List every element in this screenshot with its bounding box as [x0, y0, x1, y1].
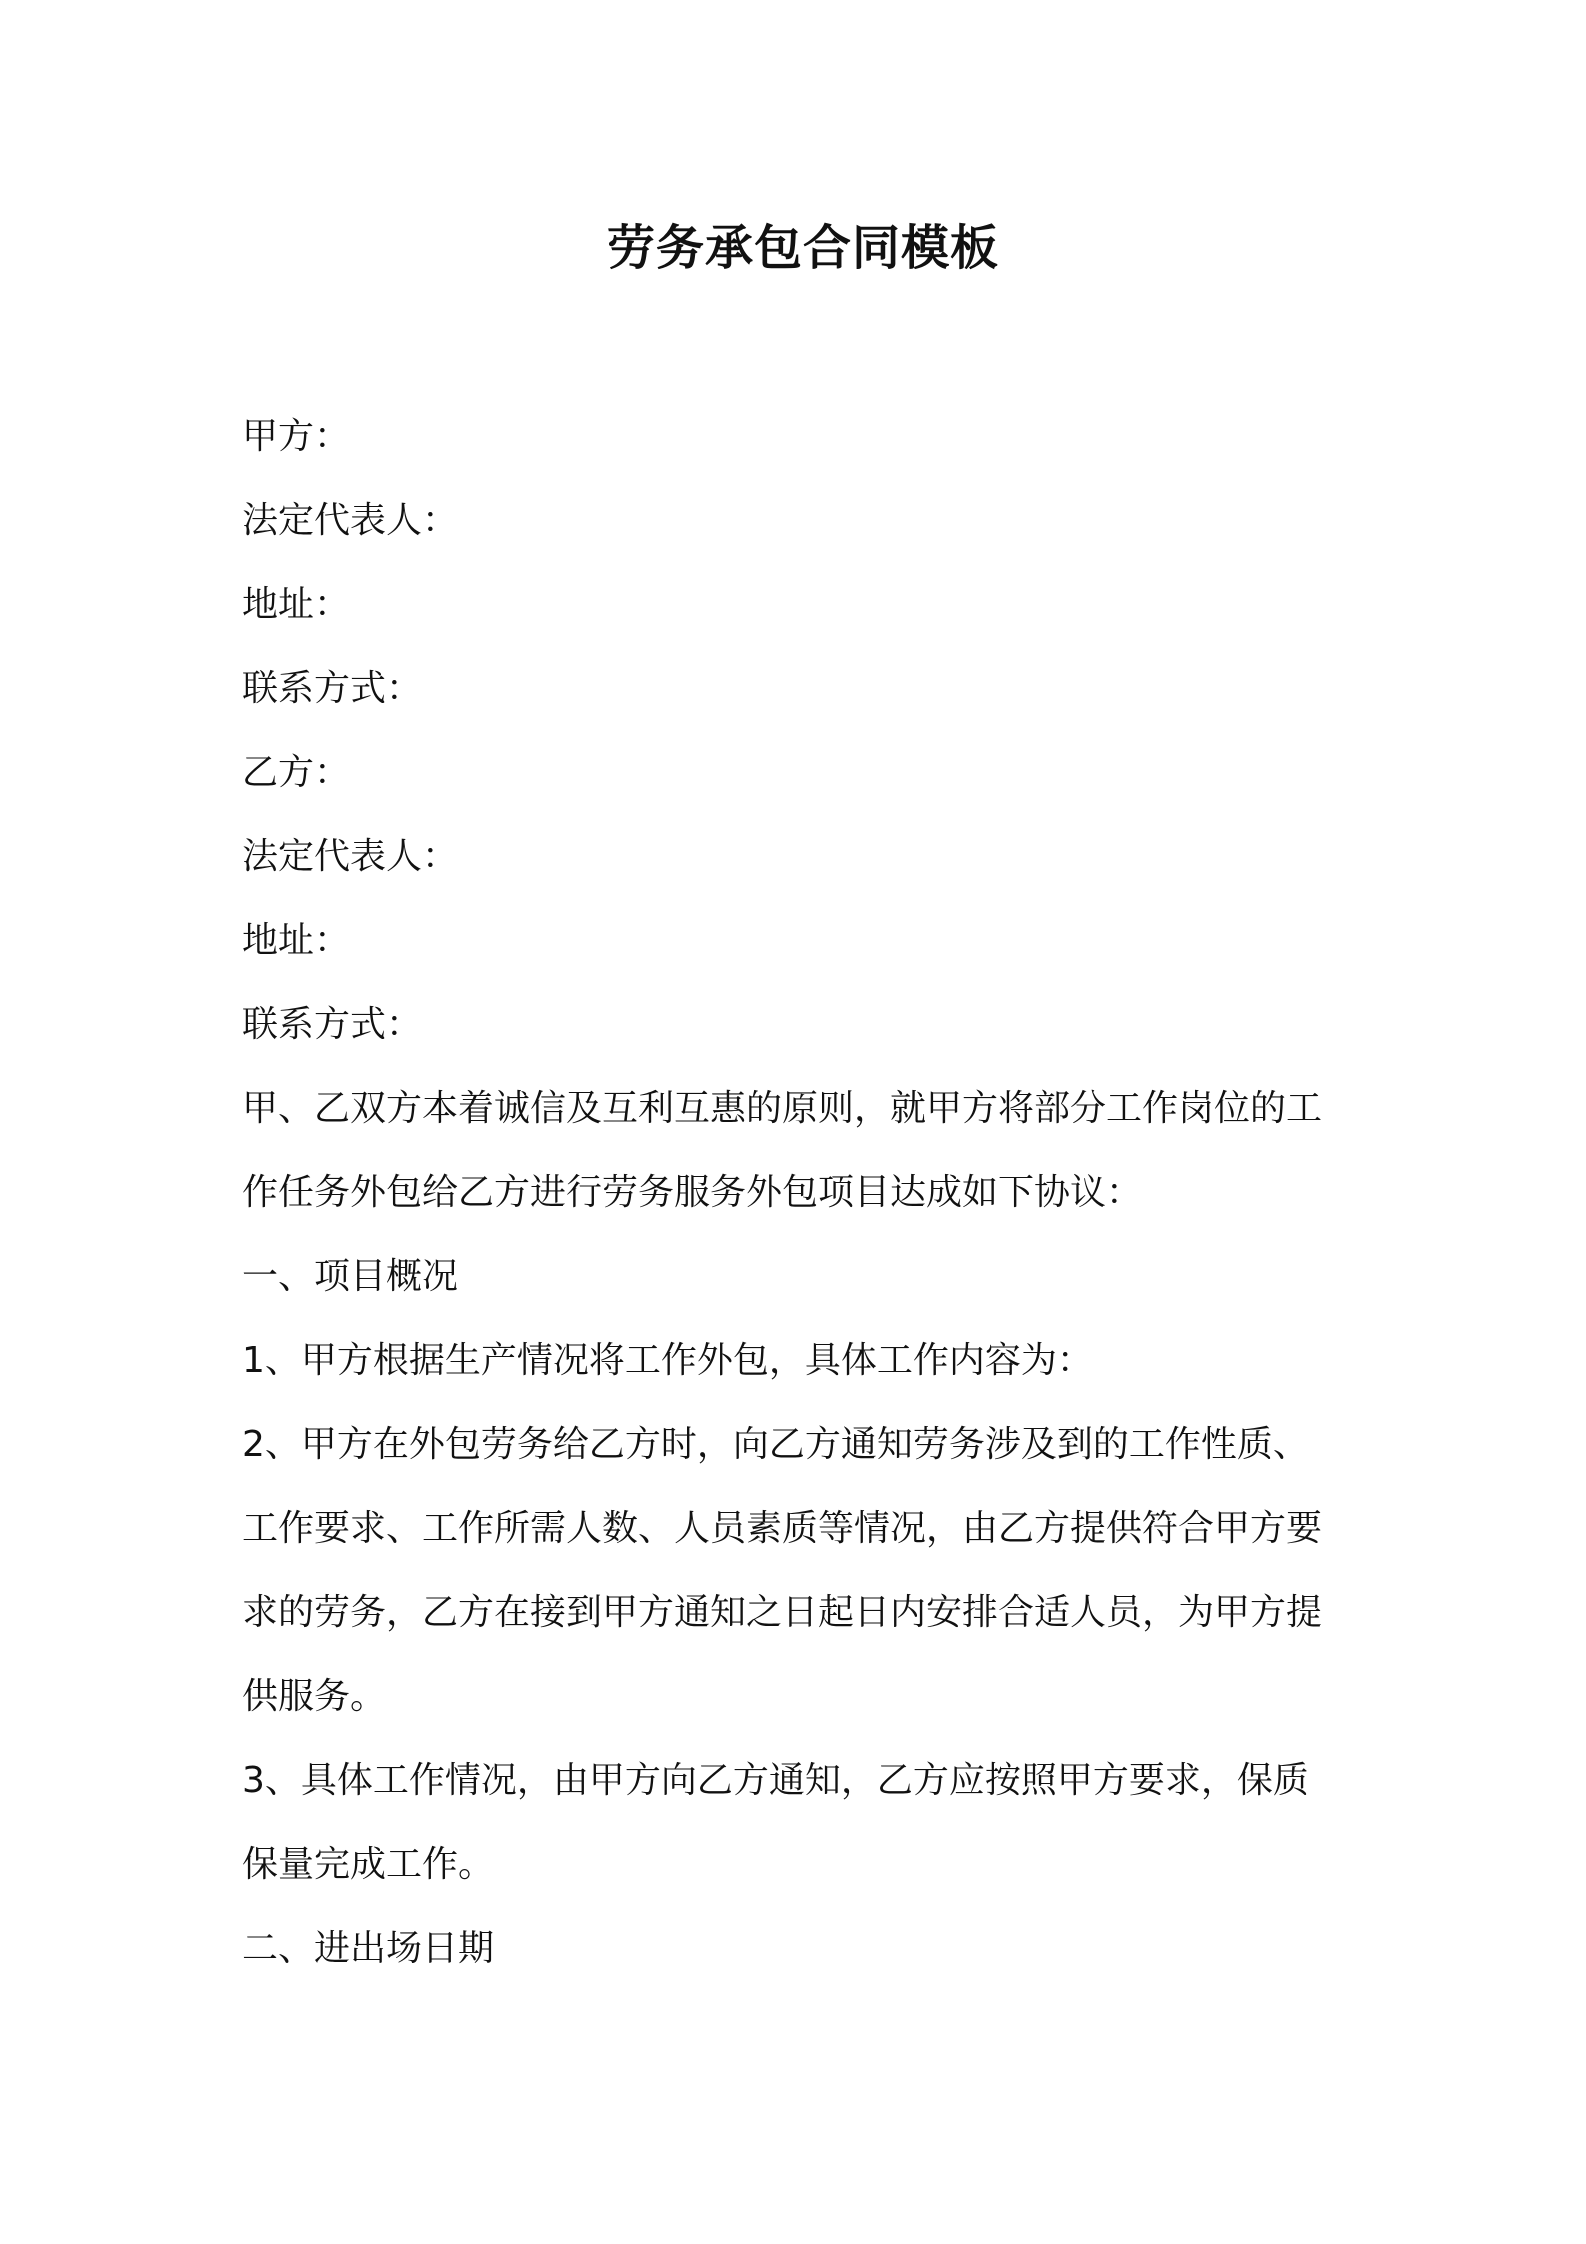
party-a-address-label: 地址： [242, 584, 351, 625]
party-a-contact-label: 联系方式： [242, 668, 423, 709]
document-body [242, 395, 1372, 1991]
clause-line: 求的劳务，乙方在接到甲方通知之日起日内安排合适人员，为甲方提 [242, 1592, 1323, 1633]
section-project-overview [242, 1235, 1372, 1907]
clause-2 [242, 1403, 1372, 1739]
section-heading: 二、进出场日期 [242, 1928, 495, 1969]
preamble-paragraph [242, 1067, 1372, 1235]
party-b-name-label: 乙方： [242, 752, 351, 793]
clause-line: 供服务。 [242, 1676, 387, 1717]
clause-line: 工作要求、工作所需人数、人员素质等情况，由乙方提供符合甲方要 [242, 1508, 1323, 1549]
clause-line: 保量完成工作。 [242, 1844, 495, 1885]
preamble-line: 甲、乙双方本着诚信及互利互惠的原则，就甲方将部分工作岗位的工 [242, 1088, 1323, 1129]
preamble-line: 作任务外包给乙方进行劳务服务外包项目达成如下协议： [242, 1172, 1143, 1213]
section-heading: 一、项目概况 [242, 1256, 459, 1297]
party-b-contact-label: 联系方式： [242, 1004, 423, 1045]
clause-1 [242, 1319, 1372, 1403]
party-a-name-label: 甲方： [242, 416, 351, 457]
party-a-representative-label: 法定代表人： [242, 500, 459, 541]
clause-line: 2、甲方在外包劳务给乙方时，向乙方通知劳务涉及到的工作性质、 [242, 1424, 1309, 1465]
clause-line: 1、甲方根据生产情况将工作外包，具体工作内容为： [242, 1340, 1093, 1381]
party-b-address-label: 地址： [242, 920, 351, 961]
clause-line: 3、具体工作情况，由甲方向乙方通知，乙方应按照甲方要求，保质 [242, 1760, 1309, 1801]
clause-3 [242, 1739, 1372, 1907]
party-b-representative-label: 法定代表人： [242, 836, 459, 877]
document-title: 劳务承包合同模板 [606, 220, 999, 276]
section-entry-exit-dates [242, 1907, 1372, 1991]
